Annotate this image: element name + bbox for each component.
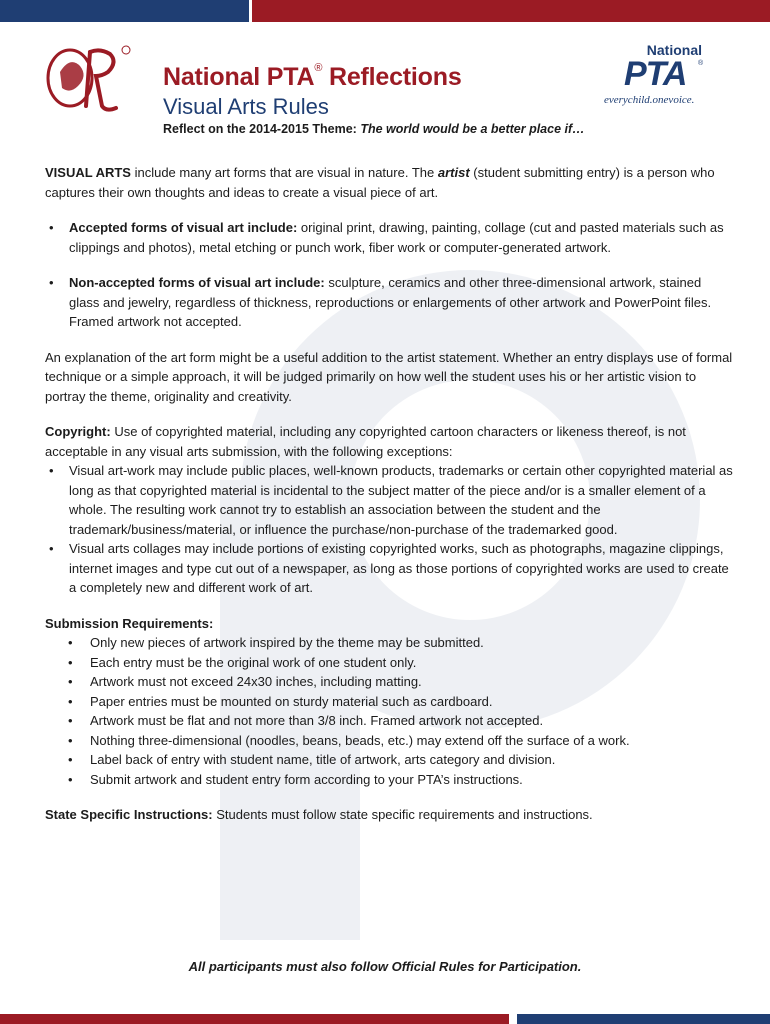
list-item: • Each entry must be the original work of one student only. — [67, 653, 735, 673]
nonaccepted-forms-item: • Non-accepted forms of visual art include: sculpture, ceramics and other three-dimensional artwork, stained glass and jewelry, regardless of thickness, reproductions or enlargements of other artwork and PowerPoint files. Framed artwork not accepted. — [45, 273, 735, 332]
copyright-intro: Copyright: Use of copyrighted material, including any copyrighted cartoon characters or likeness thereof, is not acceptable in any visual arts submission, with the following exceptions: — [45, 424, 686, 459]
footer-note: All participants must also follow Official Rules for Participation. — [188, 959, 582, 974]
art-forms-list — [45, 218, 735, 332]
list-item: • Visual art-work may include public places, well-known products, trademarks or certain other copyrighted material as long as that copyrighted material is incidental to the subject matter of the piece and/or is a smaller element of a whole. The resulting work cannot try to establish an association between the student and the trademark/business/material, or influence the purchase/non-purchase of the trademarked good. — [45, 461, 735, 539]
page-title: National PTA® Reflections — [163, 62, 462, 91]
reflections-r-logo-icon — [40, 42, 136, 114]
submission-heading: Submission Requirements: — [45, 615, 214, 631]
submission-requirements-list — [67, 633, 735, 789]
list-item: • Submit artwork and student entry form according to your PTA’s instructions. — [67, 770, 735, 790]
state-instructions: State Specific Instructions: Students must follow state specific requirements and instructions. — [45, 807, 593, 822]
top-blue-bar — [0, 0, 249, 22]
explanation-paragraph: An explanation of the art form might be a useful addition to the artist statement. Whether an entry displays use of formal technique or a simple approach, it will be judged primarily on how well the student uses his or her artistic vision to portray the theme, originality and creativity. — [45, 349, 733, 404]
list-item: • Artwork must not exceed 24x30 inches, including matting. — [67, 672, 735, 692]
list-item: • Artwork must be flat and not more than 3/8 inch. Framed artwork not accepted. — [67, 711, 735, 731]
rules-content — [45, 163, 735, 825]
submission-section — [45, 614, 735, 790]
intro-paragraph: VISUAL ARTS include many art forms that are visual in nature. The artist (student submitting entry) is a person who captures their own thoughts and ideas to create a visual piece of art. — [45, 165, 715, 200]
list-item: • Visual arts collages may include portions of existing copyrighted works, such as photographs, magazine clippings, internet images and type cut out of a newspaper, as long as those portions of copyrighted works are used to create a completely new and different work of art. — [45, 539, 735, 598]
list-item: • Only new pieces of artwork inspired by the theme may be submitted. — [67, 633, 735, 653]
list-item: • Label back of entry with student name, title of artwork, arts category and division. — [67, 750, 735, 770]
bottom-blue-bar — [517, 1014, 770, 1024]
copyright-exceptions-list — [45, 461, 735, 598]
national-pta-logo: National PTA ® everychild.onevoice. — [604, 42, 704, 106]
bottom-red-bar — [0, 1014, 509, 1024]
copyright-section — [45, 422, 735, 598]
top-red-bar — [252, 0, 770, 22]
header-title-block — [163, 52, 462, 121]
list-item: • Nothing three-dimensional (noodles, beans, beads, etc.) may extend off the surface of a work. — [67, 731, 735, 751]
accepted-forms-item: • Accepted forms of visual art include: original print, drawing, painting, collage (cut and pasted materials such as clippings and photos), metal etching or punch work, fiber work or computer-generated artwork. — [45, 218, 735, 257]
list-item: • Paper entries must be mounted on sturdy material such as cardboard. — [67, 692, 735, 712]
page-subtitle: Visual Arts Rules — [163, 94, 329, 119]
theme-line: Reflect on the 2014-2015 Theme: The world would be a better place if… — [163, 122, 585, 136]
